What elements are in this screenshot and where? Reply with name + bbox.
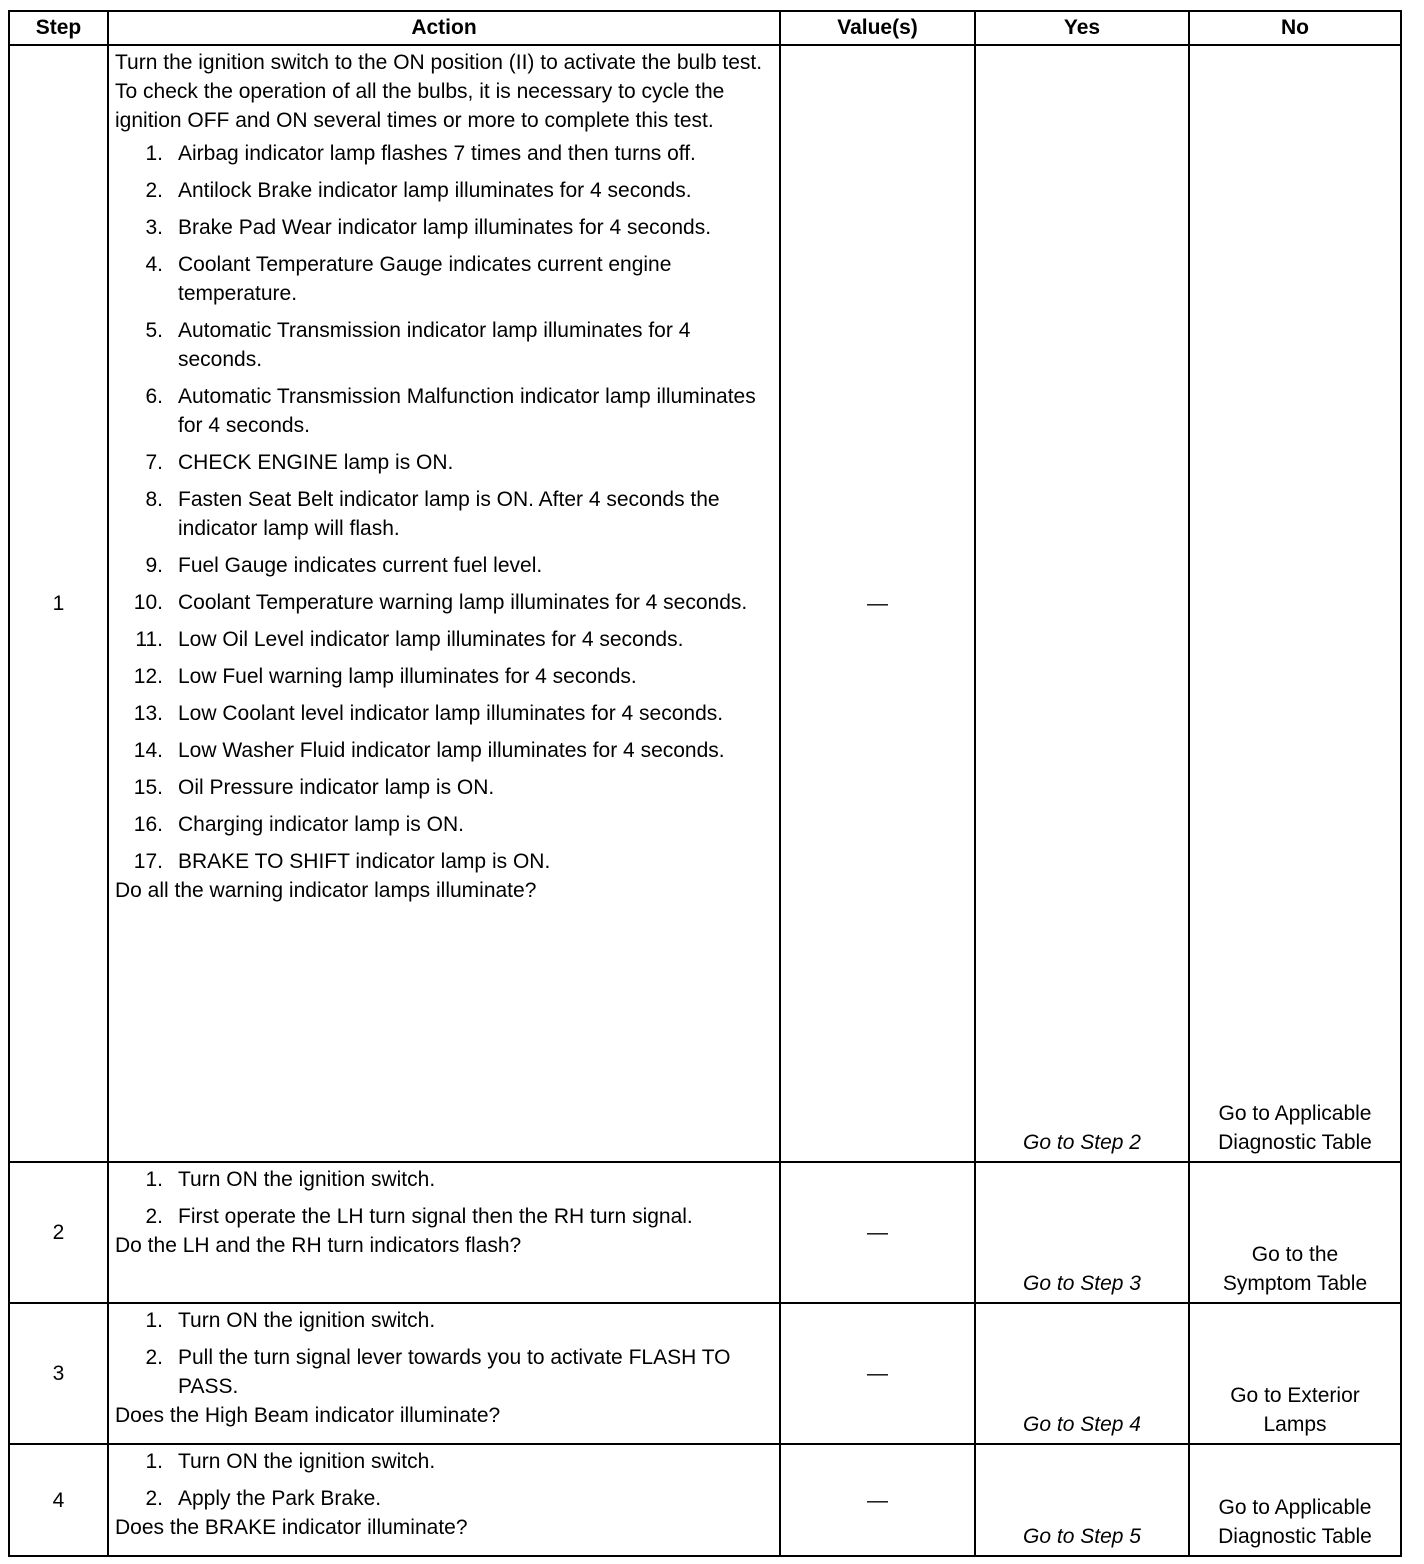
action-intro: Turn the ignition switch to the ON position (II) to activate the bulb test. To check the operation of all the bulbs, it is necessary to cycle the ignition OFF and ON several times or more to complete this test. [115,51,763,132]
list-item: 16. Charging indicator lamp is ON. [133,813,464,836]
list-item: 14. Low Washer Fluid indicator lamp illuminates for 4 seconds. [133,739,725,762]
action-steps [115,1306,773,1401]
table-row [9,1444,1401,1556]
no-cell [1189,1444,1401,1556]
no-line: Go to Applicable [1218,1496,1372,1519]
list-item: 2. Pull the turn signal lever towards you to activate FLASH TO PASS. [145,1346,731,1398]
action-question: Do all the warning indicator lamps illuminate? [115,879,537,902]
yes-cell: Go to Step 4 [975,1303,1189,1444]
action-cell [108,1162,780,1303]
list-item: 1. Airbag indicator lamp flashes 7 times and then turns off. [145,142,696,165]
table-row [9,45,1401,1162]
list-item: 8. Fasten Seat Belt indicator lamp is ON. After 4 seconds the indicator lamp will flash. [145,488,720,540]
value-cell: — [780,45,975,1162]
list-item: 2. Apply the Park Brake. [145,1487,382,1510]
list-item: 1. Turn ON the ignition switch. [145,1168,436,1191]
no-cell [1189,1303,1401,1444]
step-number: 4 [9,1444,108,1556]
list-item: 2. First operate the LH turn signal then the RH turn signal. [145,1205,693,1228]
diagnostic-table [8,10,1402,1557]
list-item: 1. Turn ON the ignition switch. [145,1309,436,1332]
list-item: 3. Brake Pad Wear indicator lamp illuminates for 4 seconds. [145,216,712,239]
list-item: 9. Fuel Gauge indicates current fuel level. [145,554,543,577]
header-step: Step [9,11,108,45]
value-cell: — [780,1444,975,1556]
table-row [9,1303,1401,1444]
action-cell [108,1444,780,1556]
yes-cell: Go to Step 5 [975,1444,1189,1556]
header-no: No [1189,11,1401,45]
step-number: 1 [9,45,108,1162]
list-item: 15. Oil Pressure indicator lamp is ON. [133,776,495,799]
no-cell [1189,1162,1401,1303]
list-item: 2. Antilock Brake indicator lamp illuminates for 4 seconds. [145,179,692,202]
list-item: 7. CHECK ENGINE lamp is ON. [145,451,454,474]
action-question: Do the LH and the RH turn indicators flash? [115,1234,522,1257]
step-number: 2 [9,1162,108,1303]
list-item: 13. Low Coolant level indicator lamp illuminates for 4 seconds. [133,702,724,725]
action-cell [108,1303,780,1444]
list-item: 5. Automatic Transmission indicator lamp illuminates for 4 seconds. [145,319,691,371]
no-line: Go to Applicable [1218,1102,1372,1125]
yes-cell: Go to Step 3 [975,1162,1189,1303]
action-question: Does the BRAKE indicator illuminate? [115,1516,468,1539]
step-number: 3 [9,1303,108,1444]
list-item: 11. Low Oil Level indicator lamp illuminates for 4 seconds. [135,628,684,651]
action-steps [115,139,773,876]
no-line: Go to Exterior [1230,1384,1360,1407]
list-item: 6. Automatic Transmission Malfunction indicator lamp illuminates for 4 seconds. [145,385,756,437]
no-line: Diagnostic Table [1218,1131,1372,1154]
no-line: Symptom Table [1222,1272,1368,1295]
list-item: 10. Coolant Temperature warning lamp illuminates for 4 seconds. [133,591,748,614]
value-cell: — [780,1303,975,1444]
header-yes: Yes [975,11,1189,45]
no-cell [1189,45,1401,1162]
header-values: Value(s) [780,11,975,45]
list-item: 4. Coolant Temperature Gauge indicates current engine temperature. [145,253,672,305]
header-action: Action [108,11,780,45]
header-row [9,11,1401,45]
value-cell: — [780,1162,975,1303]
no-line: Lamps [1263,1413,1327,1436]
no-line: Diagnostic Table [1218,1525,1372,1548]
action-steps [115,1447,773,1513]
list-item: 12. Low Fuel warning lamp illuminates for 4 seconds. [133,665,637,688]
no-line: Go to the [1251,1243,1339,1266]
list-item: 1. Turn ON the ignition switch. [145,1450,436,1473]
action-cell [108,45,780,1162]
action-steps [115,1165,773,1231]
action-question: Does the High Beam indicator illuminate? [115,1404,501,1427]
list-item: 17. BRAKE TO SHIFT indicator lamp is ON. [133,850,551,873]
yes-cell: Go to Step 2 [975,45,1189,1162]
table-row [9,1162,1401,1303]
